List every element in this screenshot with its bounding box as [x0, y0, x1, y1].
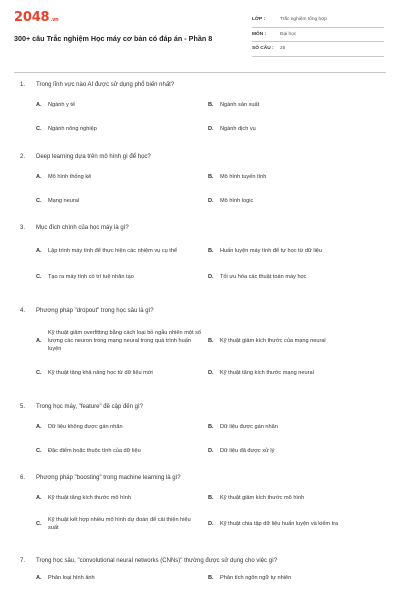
- option-letter: C.: [36, 370, 42, 376]
- question-stem: [20, 81, 380, 89]
- document-title: 300+ câu Trắc nghiệm Học máy cơ bản có đáp án - Phần 8: [14, 34, 213, 43]
- option-letter: D.: [208, 198, 214, 204]
- option-text: Dữ liệu đã được xử lý: [220, 448, 275, 454]
- option-letter: C.: [36, 198, 42, 204]
- option-a[interactable]: [36, 329, 208, 353]
- option-b[interactable]: [208, 423, 380, 431]
- option-d[interactable]: [208, 369, 380, 377]
- question-number: 6.: [20, 475, 26, 481]
- option-text: Phân loại hình ảnh: [48, 575, 95, 581]
- option-letter: D.: [208, 448, 214, 454]
- option-list: [20, 167, 380, 211]
- logo-suffix: .vn: [50, 17, 59, 23]
- option-d[interactable]: [208, 520, 380, 528]
- option-text: Lập trình máy tính để thực hiện các nhiệm vụ cụ thể: [48, 248, 178, 254]
- option-text: Kỹ thuật kết hợp nhiều mô hình dự đoán để cải thiện hiệu suất: [48, 517, 191, 531]
- option-list: [20, 571, 380, 585]
- option-letter: D.: [208, 126, 214, 132]
- option-b[interactable]: [208, 574, 380, 582]
- option-text: Kỹ thuật tăng kích thước mạng neural: [220, 370, 314, 376]
- option-text: Ngành sản xuất: [220, 102, 260, 108]
- option-letter: C.: [36, 521, 42, 527]
- option-row: [36, 323, 380, 359]
- option-row: [36, 95, 380, 115]
- option-c[interactable]: [36, 369, 208, 377]
- option-text: Mô hình logic: [220, 198, 254, 204]
- option-text: Kỹ thuật giảm overfitting bằng cách loại bỏ ngẫu nhiên một số lượng các neuron trong mạng neural trong quá trình huấn luyện: [48, 330, 201, 352]
- option-text: Huấn luyện máy tính để tự học từ dữ liệu: [220, 248, 323, 254]
- option-row: [36, 441, 380, 461]
- option-list: [20, 323, 380, 383]
- option-letter: B.: [208, 495, 214, 501]
- question-stem: [20, 557, 380, 565]
- question-number: 3.: [20, 225, 26, 231]
- meta-key: SỐ CÂU :: [252, 46, 274, 52]
- option-a[interactable]: [36, 173, 208, 181]
- option-text: Kỹ thuật chia tập dữ liệu huấn luyện và kiểm tra: [220, 521, 339, 527]
- question-2: [20, 153, 380, 211]
- question-text: Phương pháp "dropout" trong học sâu là gì?: [36, 308, 154, 314]
- question-number: 7.: [20, 558, 26, 564]
- document-header: [0, 0, 400, 64]
- option-row: [36, 267, 380, 287]
- option-text: Kỹ thuật giảm kích thước của mạng neural: [220, 338, 326, 344]
- option-d[interactable]: [208, 447, 380, 455]
- option-text: Mô hình thống kê: [48, 174, 92, 180]
- option-letter: D.: [208, 521, 214, 527]
- option-row: [36, 167, 380, 187]
- option-letter: A.: [36, 174, 42, 180]
- question-text: Trong lĩnh vực nào AI được sử dụng phổ biến nhất?: [36, 82, 175, 88]
- option-list: [20, 239, 380, 287]
- option-a[interactable]: [36, 247, 208, 255]
- option-d[interactable]: [208, 125, 380, 133]
- option-text: Kỹ thuật tăng khả năng học từ dữ liệu mới: [48, 370, 153, 376]
- question-text: Deep learning dựa trên mô hình gì để học?: [36, 154, 151, 160]
- site-logo[interactable]: [14, 10, 59, 25]
- option-list: [20, 417, 380, 461]
- meta-row-subject: [252, 28, 384, 43]
- option-letter: C.: [36, 448, 42, 454]
- option-text: Đặc điểm hoặc thuộc tính của dữ liệu: [48, 448, 141, 454]
- question-stem: [20, 224, 380, 232]
- option-b[interactable]: [208, 247, 380, 255]
- option-row: [36, 363, 380, 383]
- option-row: [36, 417, 380, 437]
- meta-value: Đại học: [280, 31, 297, 37]
- option-letter: C.: [36, 274, 42, 280]
- option-letter: A.: [36, 495, 42, 501]
- meta-value: Trắc nghiệm tổng hợp: [280, 17, 327, 23]
- option-a[interactable]: [36, 423, 208, 431]
- option-b[interactable]: [208, 101, 380, 109]
- question-stem: [20, 307, 380, 315]
- meta-row-count: [252, 42, 384, 57]
- question-number: 2.: [20, 154, 26, 160]
- option-row: [36, 239, 380, 263]
- option-list: [20, 488, 380, 536]
- option-c[interactable]: [36, 516, 208, 532]
- meta-table: [252, 13, 384, 57]
- option-c[interactable]: [36, 447, 208, 455]
- option-c[interactable]: [36, 125, 208, 133]
- question-stem: [20, 403, 380, 411]
- option-b[interactable]: [208, 173, 380, 181]
- option-letter: B.: [208, 102, 214, 108]
- question-5: [20, 403, 380, 461]
- question-stem: [20, 153, 380, 161]
- option-letter: A.: [36, 248, 42, 254]
- option-text: Ngành nông nghiệp: [48, 126, 97, 132]
- option-letter: B.: [208, 248, 214, 254]
- option-text: Mạng neural: [48, 198, 80, 204]
- option-a[interactable]: [36, 574, 208, 582]
- option-letter: B.: [208, 338, 214, 344]
- question-text: Trong học máy, "feature" đề cập đến gì?: [36, 404, 143, 410]
- question-number: 4.: [20, 308, 26, 314]
- option-letter: A.: [36, 102, 42, 108]
- header-divider: [14, 72, 386, 73]
- meta-key: MÔN :: [252, 31, 267, 37]
- option-b[interactable]: [208, 494, 380, 502]
- option-text: Dữ liệu được gán nhãn: [220, 424, 278, 430]
- option-row: [36, 191, 380, 211]
- question-number: 5.: [20, 404, 26, 410]
- option-letter: A.: [36, 424, 42, 430]
- option-text: Kỹ thuật tăng kích thước mô hình: [48, 495, 131, 501]
- question-7: [20, 557, 380, 585]
- option-a[interactable]: [36, 494, 208, 502]
- option-letter: D.: [208, 274, 214, 280]
- question-text: Phương pháp "boosting" trong machine learning là gì?: [36, 475, 181, 481]
- question-text: Trong học sâu, "convolutional neural networks (CNNs)" thường được sử dụng cho việc gì?: [36, 558, 278, 564]
- option-letter: B.: [208, 575, 214, 581]
- option-d[interactable]: [208, 273, 380, 281]
- option-letter: A.: [36, 338, 42, 344]
- meta-value: 25: [280, 46, 286, 52]
- option-text: Kỹ thuật giảm kích thước mô hình: [220, 495, 305, 501]
- logo-text: 2048: [14, 10, 50, 25]
- option-text: Tạo ra máy tính có trí tuệ nhân tạo: [48, 274, 134, 280]
- option-a[interactable]: [36, 101, 208, 109]
- option-row: [36, 119, 380, 139]
- option-list: [20, 95, 380, 139]
- question-6: [20, 474, 380, 536]
- meta-row-class: [252, 13, 384, 28]
- question-number: 1.: [20, 82, 26, 88]
- option-letter: B.: [208, 424, 214, 430]
- question-3: [20, 224, 380, 287]
- option-text: Tối ưu hóa các thuật toán máy học: [220, 274, 307, 280]
- option-d[interactable]: [208, 197, 380, 205]
- option-letter: C.: [36, 126, 42, 132]
- option-text: Ngành y tế: [48, 102, 76, 108]
- option-letter: D.: [208, 370, 214, 376]
- option-text: Ngành dịch vụ: [220, 126, 256, 132]
- question-1: [20, 81, 380, 139]
- option-letter: B.: [208, 174, 214, 180]
- question-4: [20, 307, 380, 383]
- question-stem: [20, 474, 380, 482]
- option-row: [36, 488, 380, 508]
- option-b[interactable]: [208, 337, 380, 345]
- question-text: Mục đích chính của học máy là gì?: [36, 225, 129, 231]
- option-letter: A.: [36, 575, 42, 581]
- option-c[interactable]: [36, 197, 208, 205]
- option-row: [36, 571, 380, 585]
- option-text: Mô hình tuyến tính: [220, 174, 267, 180]
- option-text: Phân tích ngôn ngữ tự nhiên: [220, 575, 292, 581]
- option-text: Dữ liệu không được gán nhãn: [48, 424, 123, 430]
- option-row: [36, 512, 380, 536]
- meta-key: LỚP :: [252, 17, 266, 23]
- option-c[interactable]: [36, 273, 208, 281]
